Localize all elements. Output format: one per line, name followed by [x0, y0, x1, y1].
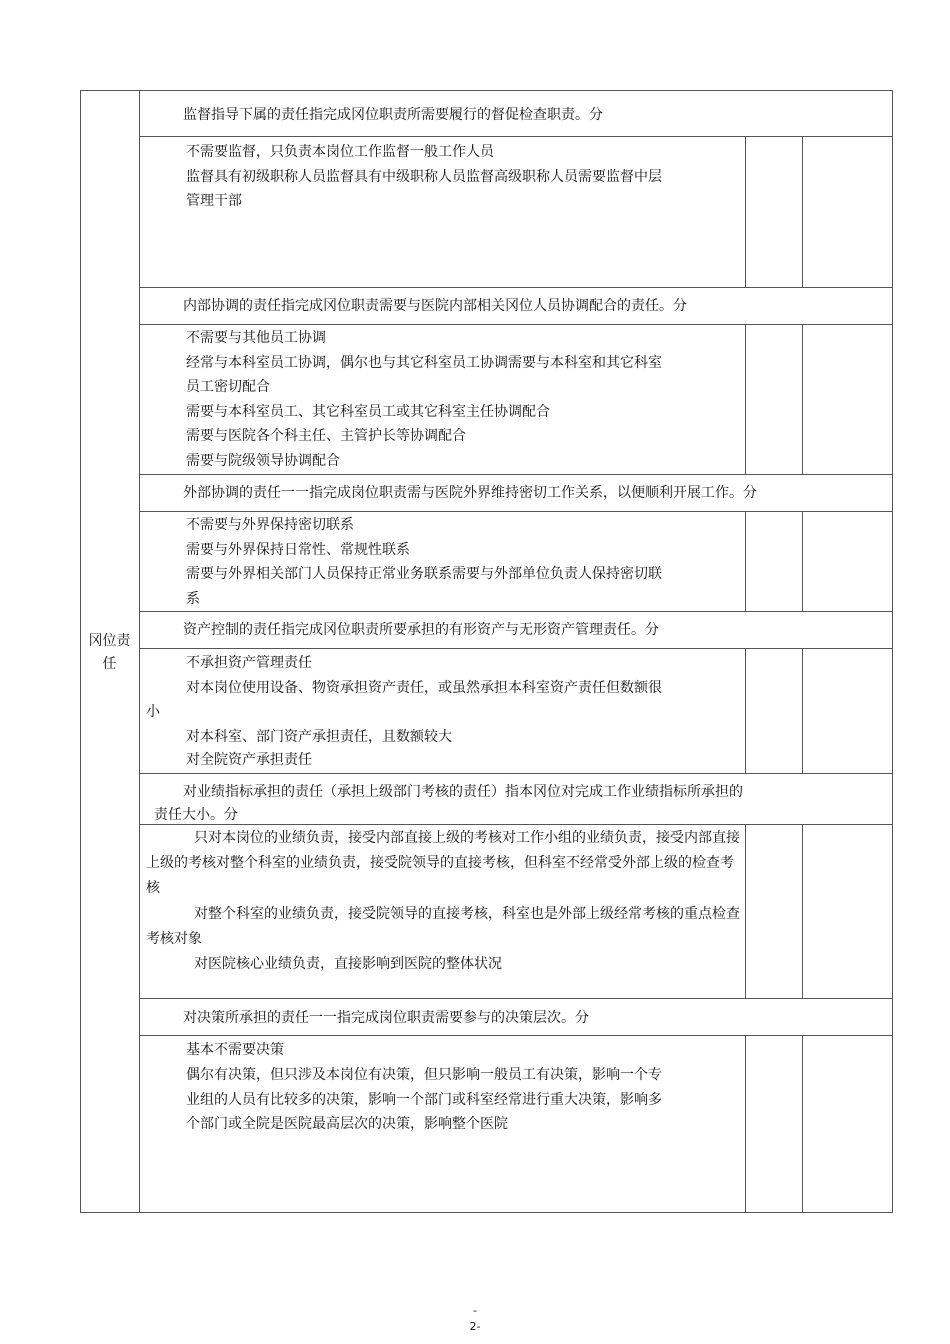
score-column-divider [802, 648, 803, 773]
row-divider [139, 511, 893, 512]
option-line: 监督具有初级职称人员监督具有中级职称人员监督高级职称人员需要监督中层 [186, 169, 662, 185]
option-line: 不需要监督，只负责本岗位工作监督一般工作人员 [186, 144, 494, 160]
row-divider [139, 648, 893, 649]
option-line: 偶尔有决策，但只涉及本岗位有决策，但只影响一般员工有决策，影响一个专 [186, 1067, 662, 1083]
option-line: 需要与医院各个科主任、主管护长等协调配合 [186, 428, 466, 444]
score-column-divider [745, 1035, 746, 1213]
page-number: 2- [469, 1320, 481, 1333]
score-column-divider [745, 511, 746, 611]
option-line: 系 [186, 591, 200, 607]
option-line: 不需要与外界保持密切联系 [186, 517, 354, 533]
row-divider [139, 136, 893, 137]
option-line: 经常与本科室员工协调，偶尔也与其它科室员工协调需要与本科室和其它科室 [186, 355, 662, 371]
option-line: 员工密切配合 [186, 379, 270, 395]
score-column-divider [745, 824, 746, 998]
score-column-divider [745, 136, 746, 287]
row-divider [139, 474, 893, 475]
option-line: 不需要与其他员工协调 [186, 330, 326, 346]
option-line-wrap: 小 [146, 704, 160, 720]
score-column-divider [802, 136, 803, 287]
option-line: 基本不需要决策 [186, 1042, 284, 1058]
score-column-divider [802, 511, 803, 611]
row-divider [139, 324, 893, 325]
section-header-supervision: 监督指导下属的责任指完成冈位职责所需要履行的督促检查职责。分 [183, 107, 603, 123]
section-header-decision: 对决策所承担的责任一一指完成岗位职责需要参与的决策层次。分 [183, 1010, 589, 1026]
section-header-asset-control: 资产控制的责任指完成冈位职责所要承担的有形资产与无形资产管理责任。分 [183, 622, 659, 638]
option-paragraph: 对医院核心业绩负责，直接影响到医院的整体状况 [194, 956, 502, 972]
label-column-divider [139, 90, 140, 1213]
row-divider [139, 773, 893, 774]
row-divider [139, 998, 893, 999]
option-line: 需要与外界相关部门人员保持正常业务联系需要与外部单位负责人保持密切联 [186, 566, 662, 582]
section-header-performance: 对业绩指标承担的责任（承担上级部门考核的责任）指本冈位对完成工作业绩指标所承担的 [183, 784, 743, 800]
score-column-divider [745, 648, 746, 773]
score-column-divider [802, 1035, 803, 1213]
score-column-divider [745, 324, 746, 474]
option-line: 业组的人员有比较多的决策，影响一个部门或科室经常进行重大决策，影响多 [186, 1092, 662, 1108]
section-header-internal-coordination: 内部协调的责任指完成冈位职责需要与医院内部相关冈位人员协调配合的责任。分 [183, 298, 687, 314]
responsibility-category-label: 冈位责任 [88, 633, 131, 672]
option-line: 需要与本科室员工、其它科室员工或其它科室主任协调配合 [186, 404, 550, 420]
section-header-external-coordination: 外部协调的责任一一指完成岗位职责需与医院外界维持密切工作关系，以便顺利开展工作。分 [183, 485, 757, 501]
option-paragraph: 只对本岗位的业绩负责，接受内部直接上级的考核对工作小组的业绩负责，接受内部直接上级的考核对整个科室的业绩负责，接受院领导的直接考核，但科室不经常受外部上级的检查考核 [146, 830, 740, 896]
option-line: 对本科室、部门资产承担责任，且数额较大 [186, 729, 452, 745]
option-line: 个部门或全院是医院最高层次的决策，影响整个医院 [186, 1116, 508, 1132]
option-line: 对本岗位使用设备、物资承担资产责任，或虽然承担本科室资产责任但数额很 [186, 680, 662, 696]
row-divider [139, 1035, 893, 1036]
option-line: 管理干部 [186, 193, 242, 209]
option-line: 不承担资产管理责任 [186, 655, 312, 671]
row-divider [139, 611, 893, 612]
score-column-divider [802, 324, 803, 474]
option-line: 需要与院级领导协调配合 [186, 453, 340, 469]
page-number-dash: - [473, 1304, 477, 1317]
row-divider [139, 824, 893, 825]
option-paragraph: 对整个科室的业绩负责，接受院领导的直接考核，科室也是外部上级经常考核的重点检查考核对象 [146, 906, 740, 947]
option-line: 对全院资产承担责任 [186, 752, 312, 768]
section-header-performance-cont: 责任大小。分 [154, 807, 238, 823]
option-line: 需要与外界保持日常性、常规性联系 [186, 542, 410, 558]
row-divider [139, 287, 893, 288]
score-column-divider [802, 824, 803, 998]
